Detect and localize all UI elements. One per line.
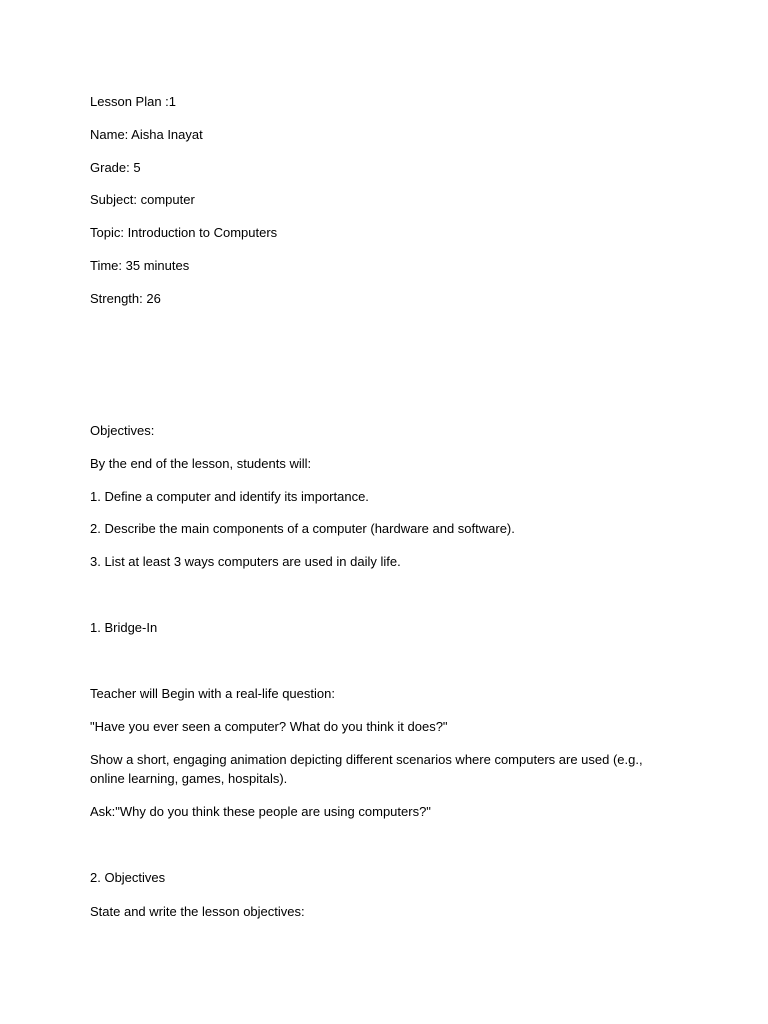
strength-line: Strength: 26 — [90, 291, 161, 306]
objectives-heading: Objectives: — [90, 423, 155, 438]
bridge-in-intro: Teacher will Begin with a real-life question: — [90, 686, 335, 701]
bridge-in-heading: 1. Bridge-In — [90, 620, 158, 635]
subject-line: Subject: computer — [90, 192, 195, 207]
section-objectives-heading: 2. Objectives — [90, 870, 166, 885]
objective-item: 2. Describe the main components of a computer (hardware and software). — [90, 521, 515, 536]
bridge-in-ask: Ask:"Why do you think these people are using computers?" — [90, 804, 431, 819]
grade-line: Grade: 5 — [90, 160, 141, 175]
lesson-plan-title: Lesson Plan :1 — [90, 94, 177, 109]
objective-item: 1. Define a computer and identify its importance. — [90, 489, 369, 504]
topic-line: Topic: Introduction to Computers — [90, 225, 278, 240]
bridge-in-animation: Show a short, engaging animation depicting different scenarios where computers are used (e.g., online learning, games, hospitals). — [90, 752, 643, 786]
objective-item: 3. List at least 3 ways computers are used in daily life. — [90, 554, 401, 569]
time-line: Time: 35 minutes — [90, 258, 190, 273]
section-objectives-text: State and write the lesson objectives: — [90, 904, 305, 919]
bridge-in-question: "Have you ever seen a computer? What do you think it does?" — [90, 719, 448, 734]
teacher-name: Name: Aisha Inayat — [90, 127, 203, 142]
objectives-intro: By the end of the lesson, students will: — [90, 456, 312, 471]
